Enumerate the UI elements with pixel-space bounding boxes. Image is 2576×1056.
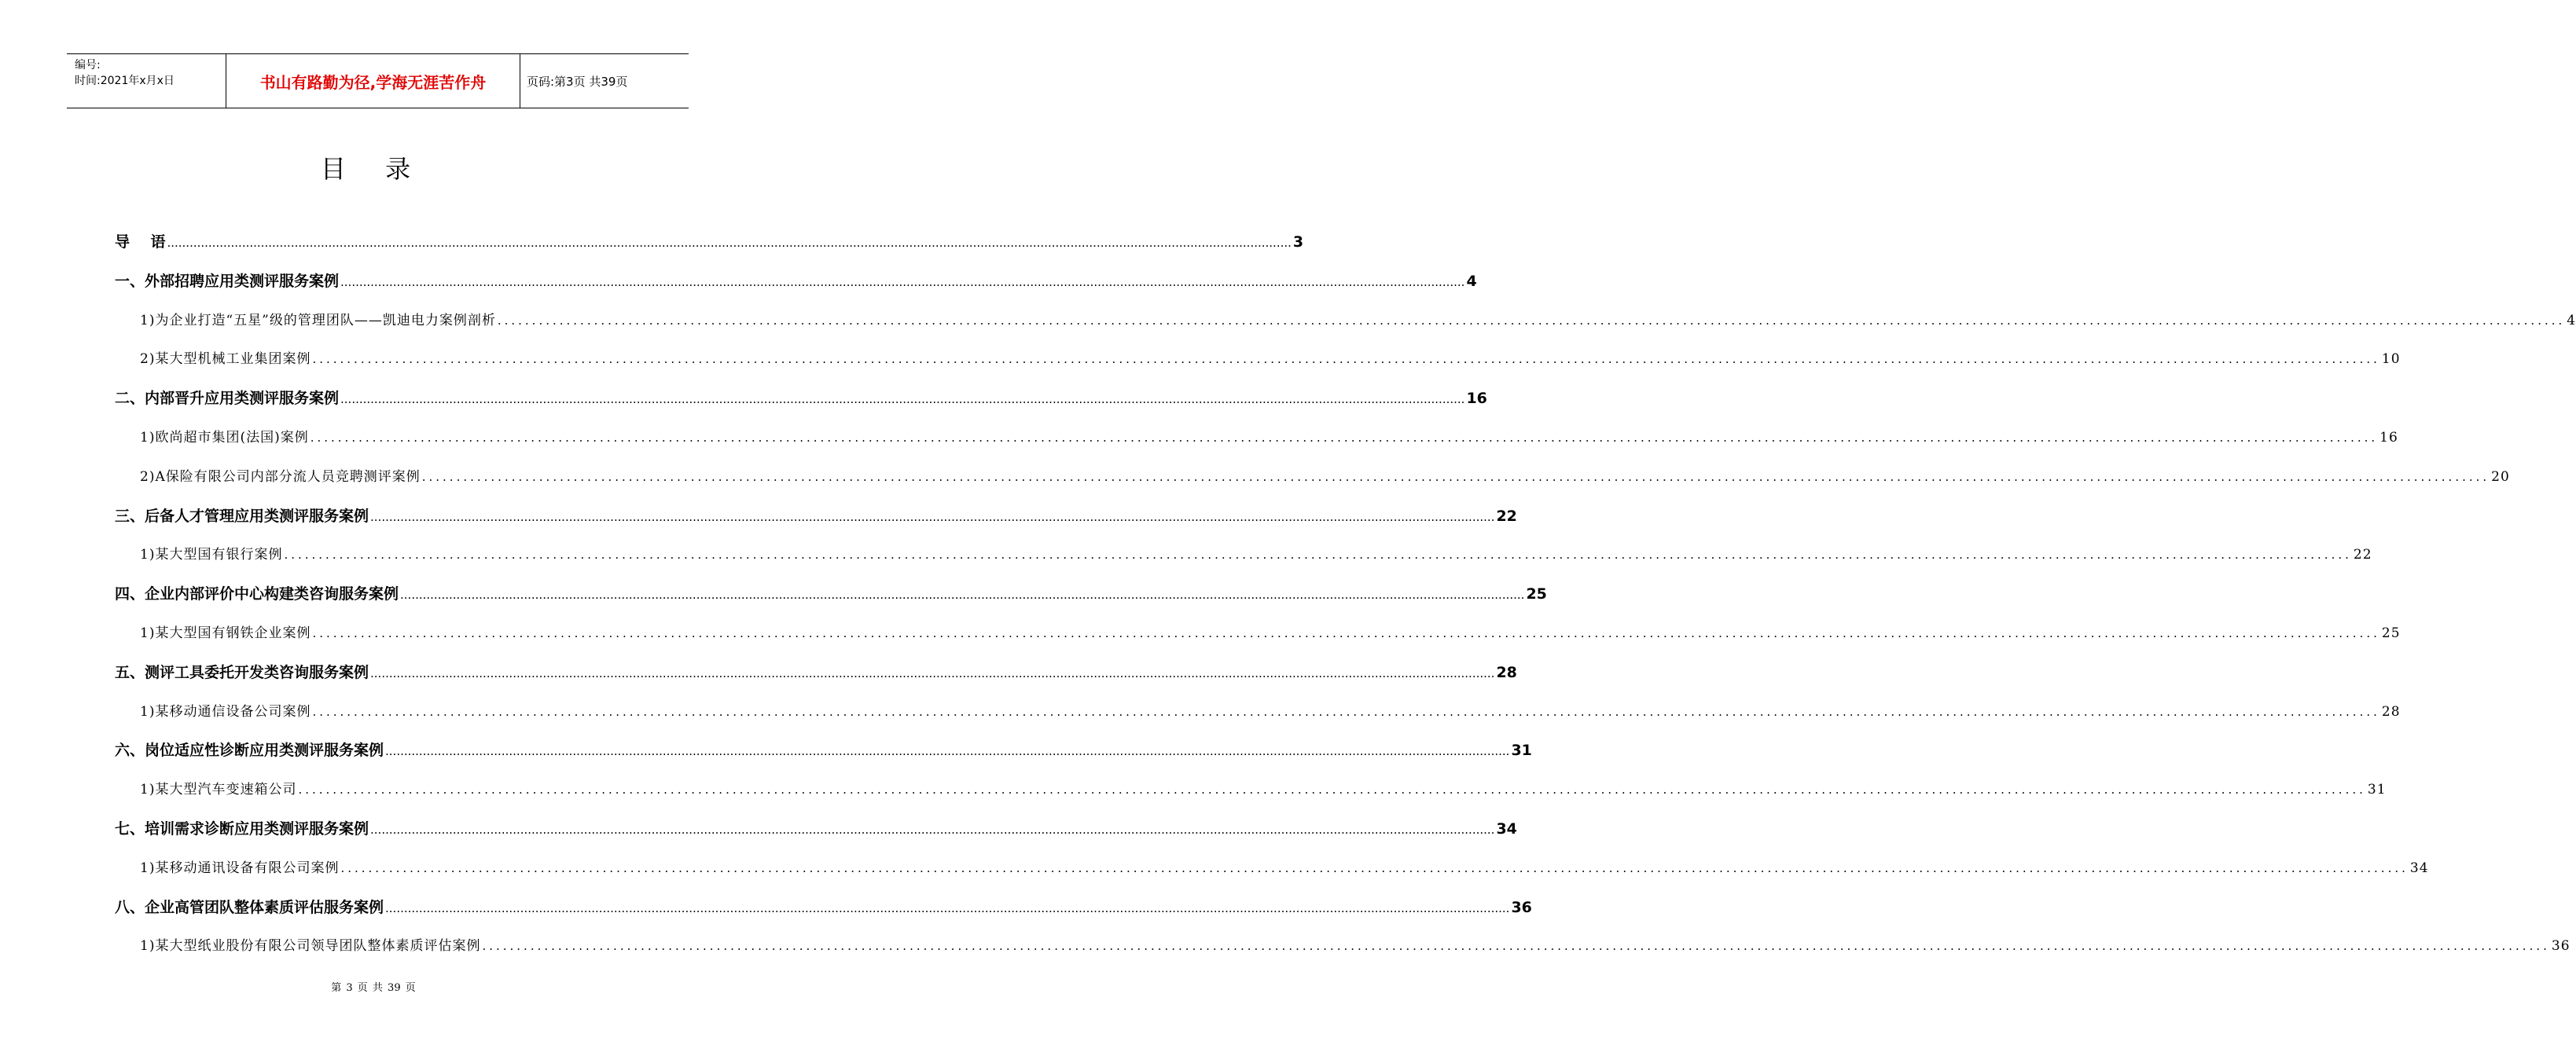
toc-entry-text: 1)某大型汽车变速箱公司 (140, 782, 297, 798)
toc-subsection[interactable] (140, 347, 2401, 367)
toc-leader-dots: ............................................................................................................................................................................................................................................................................................................ (340, 861, 2409, 875)
toc-subsection[interactable] (140, 426, 2398, 446)
toc-entry-text: 七、培训需求诊断应用类测评服务案例 (115, 820, 369, 838)
toc-subsection[interactable] (140, 700, 2401, 720)
toc-subsection[interactable] (140, 309, 2576, 328)
toc-entry-text: 2)某大型机械工业集团案例 (140, 351, 311, 367)
toc-entry-text: 1)某大型国有银行案例 (140, 547, 283, 563)
toc-leader-dots: ............................................................................................................................................................................................................................................................................................................ (421, 470, 2490, 484)
toc-leader-dots: ............................................................................................................................................................................................................................................................................................................ (497, 314, 2566, 328)
toc-entry-text: 1)欧尚超市集团(法国)案例 (140, 430, 309, 446)
toc-entry-text: 1)某移动通信设备公司案例 (140, 704, 311, 720)
toc-leader-dots: ............................................................................................................................................................................................................................................................................................................ (385, 901, 1510, 915)
toc-page-number: 4 (1466, 273, 1477, 290)
toc-subsection[interactable] (140, 622, 2401, 641)
toc-leader-dots: ............................................................................................................................................................................................................................................................................................................ (370, 666, 1495, 680)
toc-leader-dots: ............................................................................................................................................................................................................................................................................................................ (385, 744, 1510, 758)
toc-page-number: 16 (1466, 390, 1487, 407)
toc-page-number: 28 (1496, 664, 1517, 681)
toc-entry-text: 导 语 (115, 233, 166, 251)
toc-page-number: 4 (2567, 313, 2576, 328)
header-meta (75, 57, 224, 89)
toc-entry-text: 五、测评工具委托开发类咨询服务案例 (115, 664, 369, 681)
toc-subsection[interactable] (140, 778, 2387, 798)
toc-subsection[interactable] (140, 856, 2429, 876)
toc-page-number: 31 (1511, 742, 1532, 759)
toc-page-number: 3 (1292, 233, 1304, 251)
toc-leader-dots: ............................................................................................................................................................................................................................................................................................................ (167, 236, 1292, 250)
toc-leader-dots: ............................................................................................................................................................................................................................................................................................................ (298, 783, 2366, 797)
toc-section[interactable] (115, 504, 1517, 526)
toc-entry-text: 1)某大型国有钢铁企业案例 (140, 625, 311, 641)
toc-page-number: 31 (2367, 782, 2387, 798)
toc-page-number: 22 (1496, 508, 1517, 525)
toc-page-number: 20 (2491, 469, 2510, 485)
toc-section[interactable] (115, 230, 1304, 251)
toc-entry-text: 六、岗位适应性诊断应用类测评服务案例 (115, 742, 384, 759)
toc-subsection[interactable] (140, 465, 2510, 485)
toc-page-number: 22 (2353, 547, 2372, 563)
toc-section[interactable] (115, 817, 1517, 838)
toc-leader-dots: ............................................................................................................................................................................................................................................................................................................ (312, 705, 2380, 719)
toc-page-number: 16 (2379, 430, 2398, 446)
toc-page-number: 34 (2409, 860, 2429, 876)
toc-leader-dots: ............................................................................................................................................................................................................................................................................................................ (284, 548, 2352, 562)
toc-entry-text: 1)某移动通讯设备有限公司案例 (140, 860, 340, 876)
toc-leader-dots: ............................................................................................................................................................................................................................................................................................................ (340, 275, 1465, 289)
toc-leader-dots: ............................................................................................................................................................................................................................................................................................................ (340, 392, 1465, 406)
toc-leader-dots: ............................................................................................................................................................................................................................................................................................................ (310, 431, 2379, 445)
toc-entry-text: 1)为企业打造“五星”级的管理团队——凯迪电力案例剖析 (140, 313, 496, 328)
page-title: 目 录 (320, 154, 427, 184)
toc-leader-dots: ............................................................................................................................................................................................................................................................................................................ (312, 626, 2380, 640)
header-motto: 书山有路勤为径,学海无涯苦作舟 (259, 72, 487, 92)
toc-leader-dots: ............................................................................................................................................................................................................................................................................................................ (312, 352, 2380, 366)
toc-entry-text: 三、后备人才管理应用类测评服务案例 (115, 508, 369, 525)
toc-page-number: 36 (1511, 899, 1532, 916)
page-header (67, 53, 689, 108)
toc-entry-text: 四、企业内部评价中心构建类咨询服务案例 (115, 585, 399, 603)
toc-entry-text: 2)A保险有限公司内部分流人员竞聘测评案例 (140, 469, 421, 485)
header-time-label: 时间:2021年x月x日 (75, 75, 175, 87)
toc-page-number: 36 (2551, 938, 2570, 954)
toc-section[interactable] (115, 582, 1547, 603)
toc-page-number: 25 (1526, 585, 1547, 603)
header-page-label: 页码:第3页 共39页 (527, 74, 628, 89)
toc-section[interactable] (115, 387, 1487, 408)
toc-leader-dots: ............................................................................................................................................................................................................................................................................................................ (482, 939, 2550, 953)
toc-section[interactable] (115, 739, 1532, 760)
toc-leader-dots: ............................................................................................................................................................................................................................................................................................................ (370, 510, 1495, 524)
toc-subsection[interactable] (140, 543, 2372, 563)
toc-page-number: 28 (2381, 704, 2401, 720)
toc-entry-text: 1)某大型纸业股份有限公司领导团队整体素质评估案例 (140, 938, 481, 954)
header-number-label: 编号: (75, 59, 101, 72)
toc-leader-dots: ............................................................................................................................................................................................................................................................................................................ (400, 588, 1525, 602)
toc-subsection[interactable] (140, 934, 2570, 954)
toc-section[interactable] (115, 270, 1477, 291)
toc-leader-dots: ............................................................................................................................................................................................................................................................................................................ (370, 823, 1495, 837)
toc-page-number: 10 (2381, 351, 2401, 367)
toc-entry-text: 二、内部晋升应用类测评服务案例 (115, 390, 340, 407)
toc-entry-text: 八、企业高管团队整体素质评估服务案例 (115, 899, 384, 916)
toc-section[interactable] (115, 896, 1532, 917)
toc-page-number: 25 (2381, 625, 2401, 641)
toc-section[interactable] (115, 661, 1517, 682)
page-footer: 第 3 页 共 39 页 (331, 982, 416, 994)
toc-page-number: 34 (1496, 820, 1517, 838)
toc-entry-text: 一、外部招聘应用类测评服务案例 (115, 273, 340, 290)
